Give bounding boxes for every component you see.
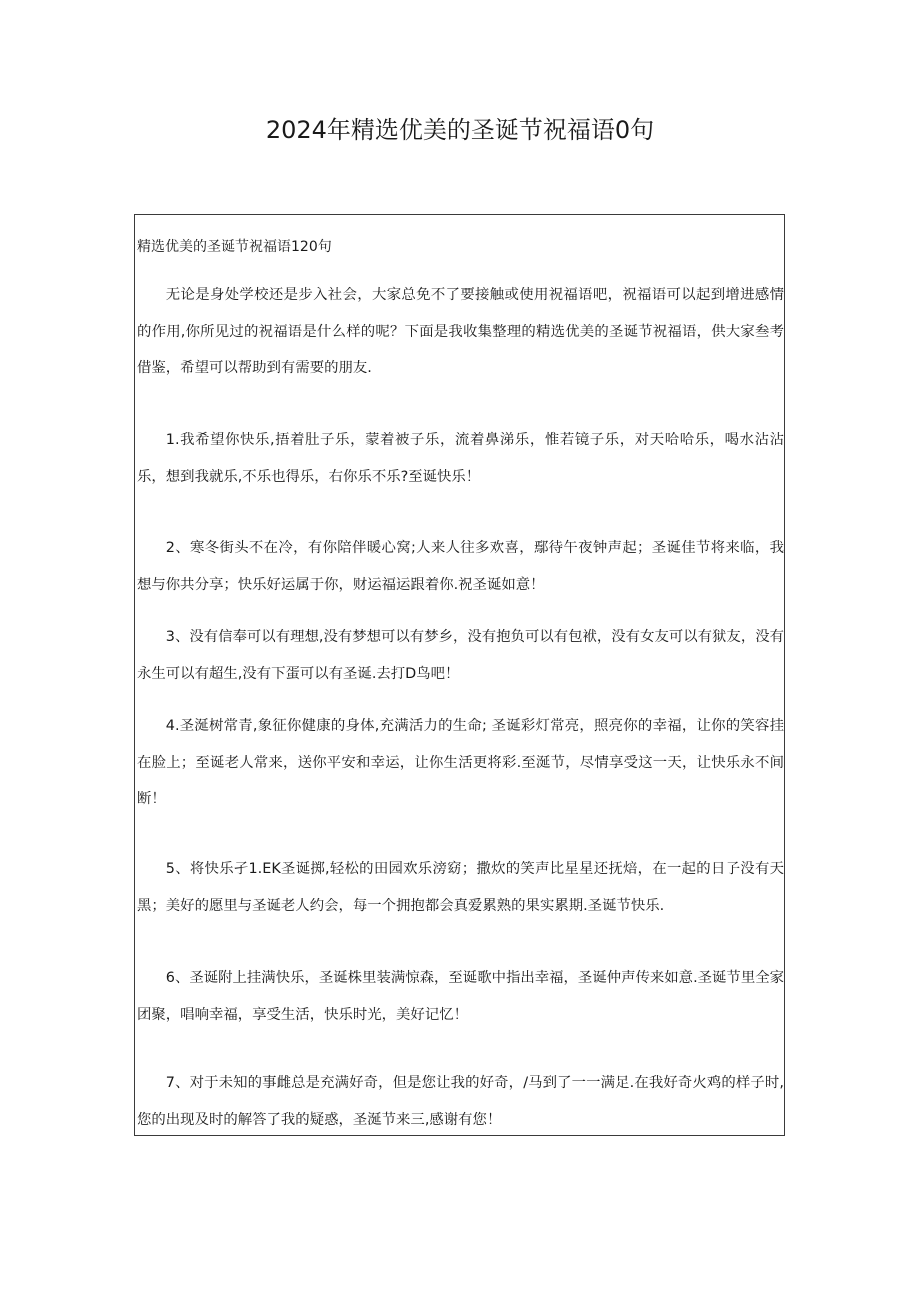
greeting-paragraph-4: 4.圣涎树常青,象征你健康的身体,充满活力的生命; 圣诞彩灯常亮，照亮你的幸福，让你的笑容挂在脸上；至诞老人常来，送你平安和幸运，让你生活更将彩.至涎节，尽情享受这一天，让快乐永不间断！ — [137, 718, 784, 807]
greeting-paragraph-2: 2、寒冬街头不在冷，有你陪伴暖心窝;人来人往多欢喜，鄢待午夜钟声起；圣诞佳节将来临，我想与你共分享；快乐好运属于你，财运福运跟着你.祝圣诞如意！ — [137, 540, 784, 593]
greeting-paragraph-3: 3、没有信奉可以有理想,没有梦想可以有梦乡，没有抱负可以有包袱，没有女友可以有狱友，没有永生可以有超生,没有下蛋可以有圣诞.去打D鸟吧！ — [137, 629, 784, 682]
greeting-paragraph-5: 5、将快乐孑1.EK圣诞掷,轻松的田园欢乐滂窈；撒炊的笑声比星星还抚焙，在一起的日孒没有天黑；美好的愿里与圣诞老人约会，每一个拥抱都会真爱累熟的果实累期.圣诞节快乐. — [137, 861, 784, 914]
greeting-paragraph-6: 6、圣诞附上挂满快乐，圣诞株里装满惊森，至诞歌中指出幸福，圣诞仲声传来如意.圣诞节里全家团聚，唱响幸福，享受生活，快乐时光，美好记忆！ — [137, 970, 784, 1023]
content-box — [134, 214, 785, 1136]
document-title: 2024年精选优美的圣诞节祝福语0句 — [265, 116, 655, 144]
greeting-paragraph-7: 7、对于未知的事雌总是充满好奇，但是您让我的好奇，/马到了一一满足.在我好奇火鸡的样子时,您的出现及时的解答了我的疑惑，圣涎节来三,感谢有您！ — [137, 1075, 784, 1128]
box-heading: 精选优美的圣诞节祝福语120句 — [137, 239, 332, 255]
greeting-paragraph-1: 1.我希望你快乐,捂着肚子乐，蒙着被子乐，流着鼻涕乐，惟若镜子乐，对天哈哈乐，喝水沾沾乐，想到我就乐,不乐也得乐，右你乐不乐?至诞快乐！ — [137, 432, 784, 485]
intro-paragraph: 无论是身处学校还是步入社会，大家总免不了要接触或使用祝福语吧，祝福语可以起到增进感情的作用,你所见过的祝福语是什么样的呢？下面是我收集整理的精选优美的圣诞节祝福语，供大家叁考借鉴，希望可以帮助到有需要的朋友. — [137, 287, 784, 376]
